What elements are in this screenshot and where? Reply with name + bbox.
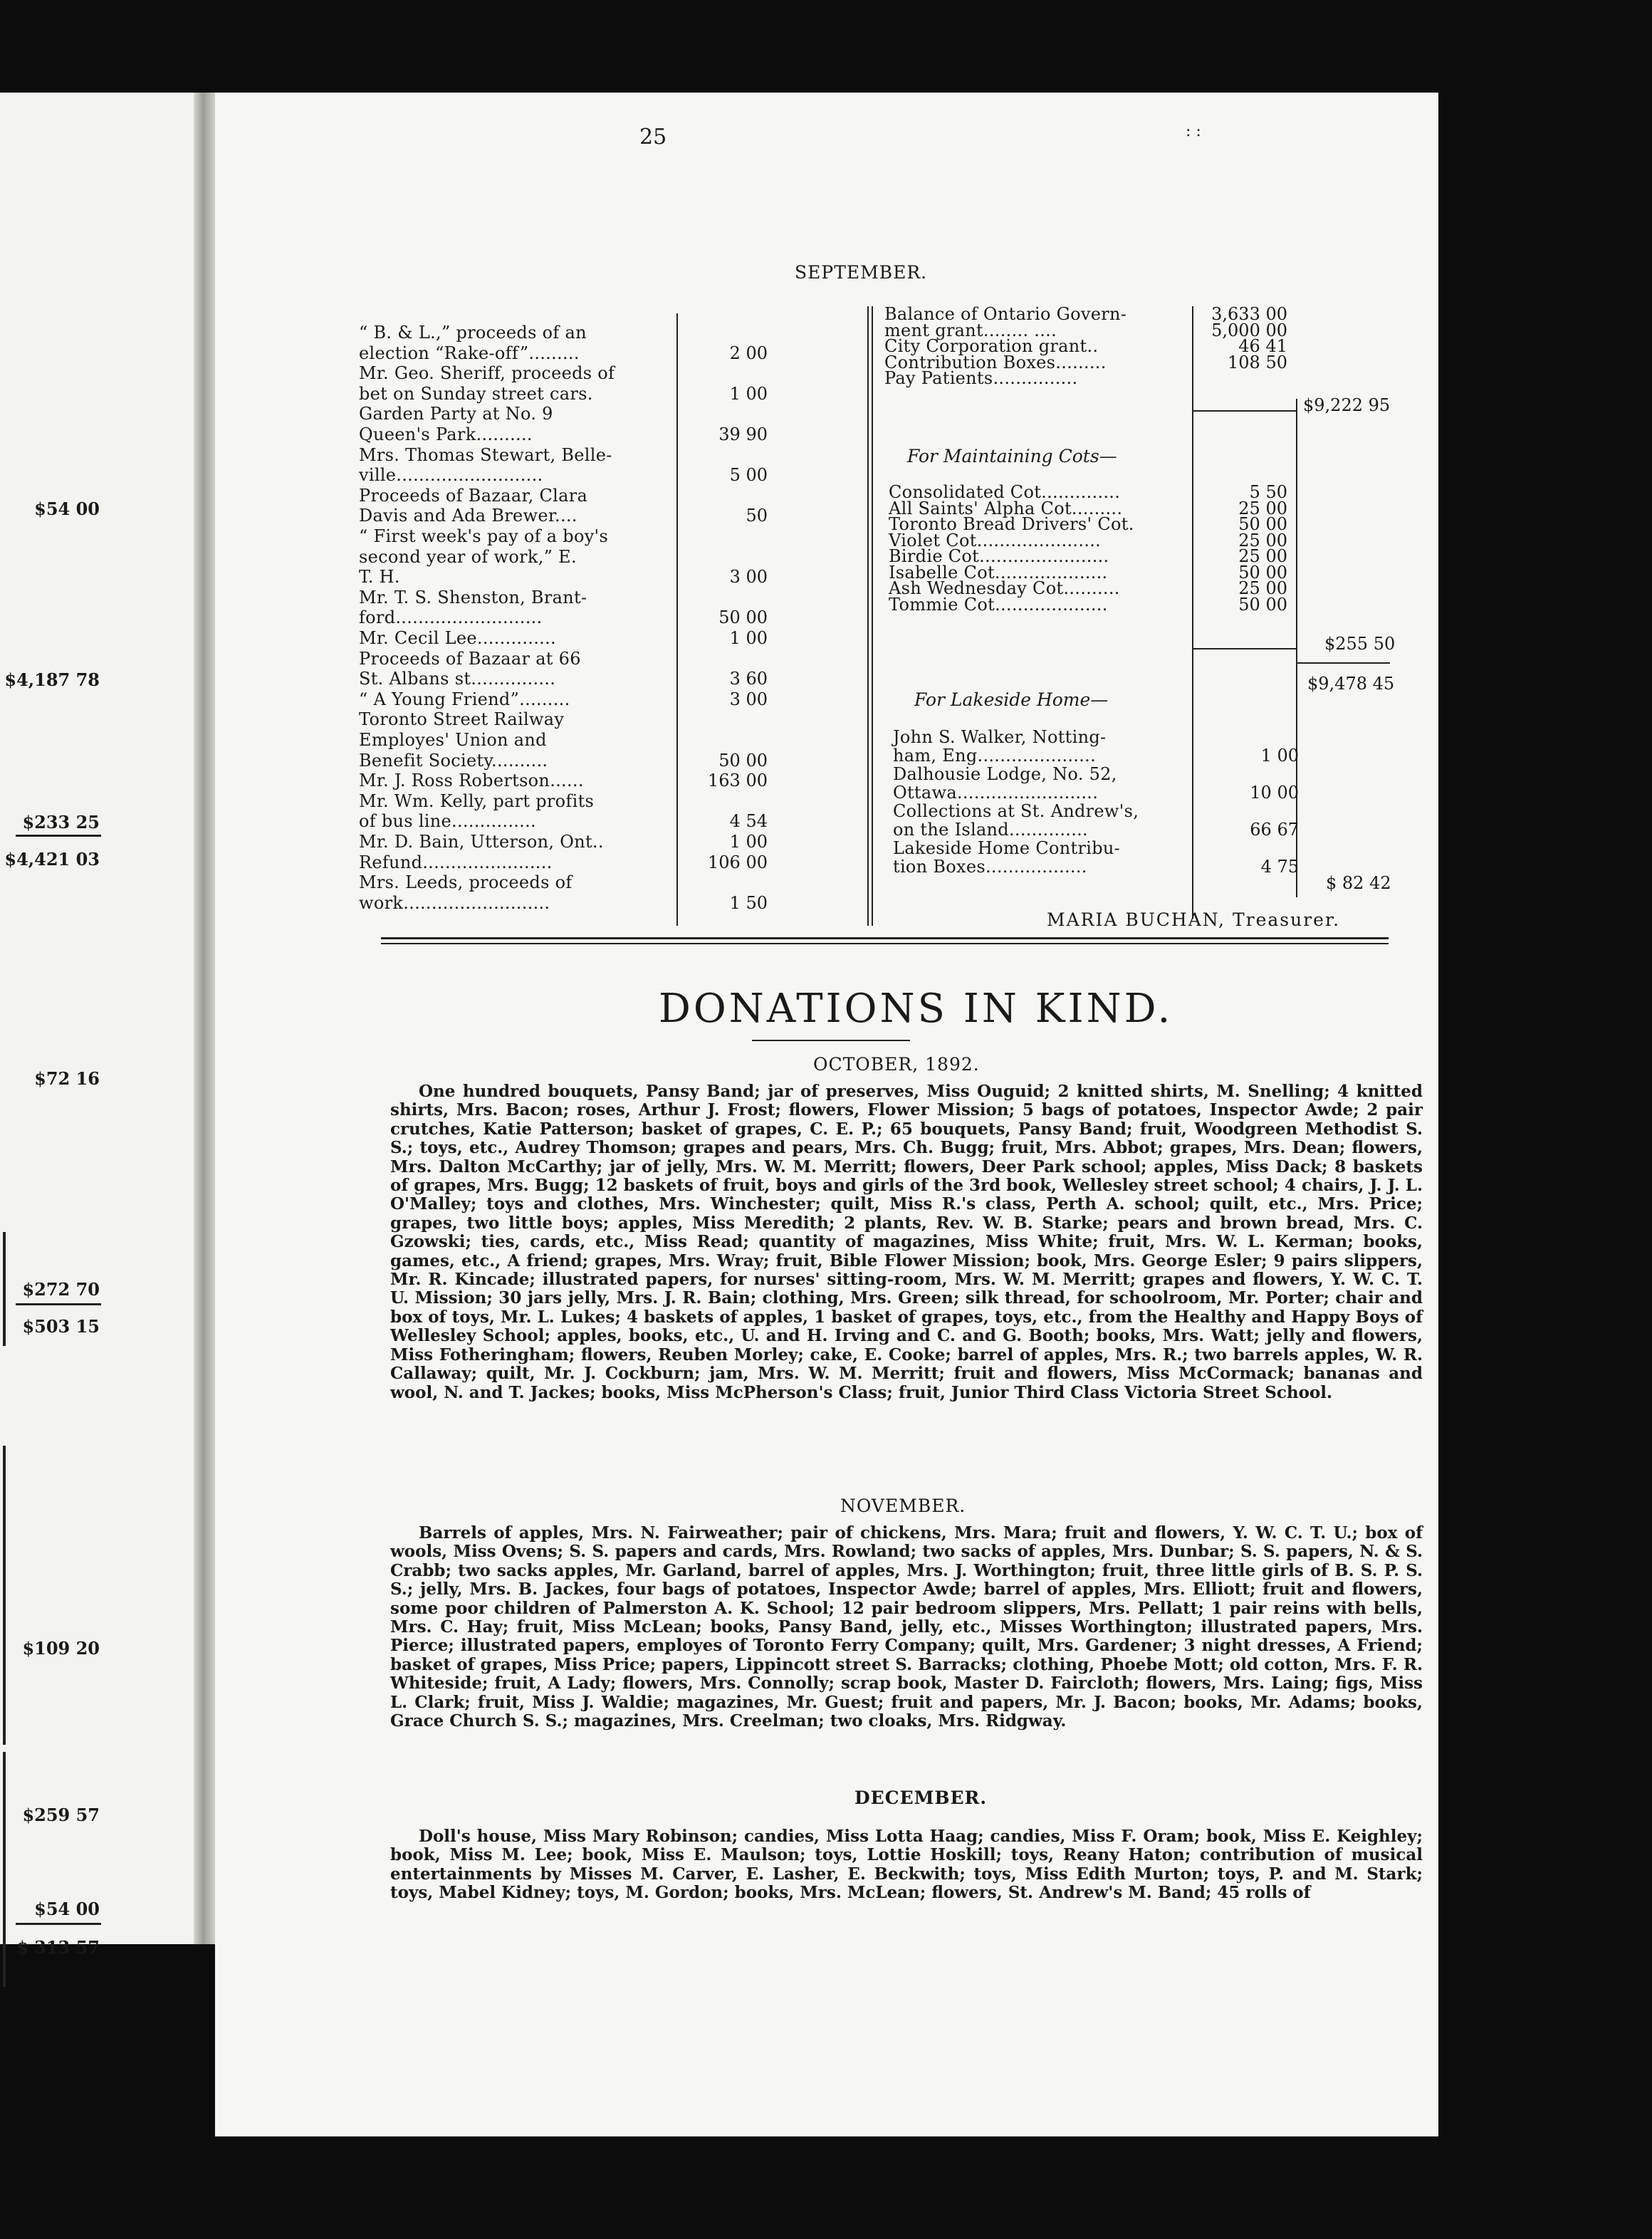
ledger-amount: 2 00 — [729, 343, 768, 363]
ledger-label: Dalhousie Lodge, No. 52, — [893, 764, 1117, 784]
total-rule — [1193, 648, 1296, 649]
left-rule — [16, 835, 101, 837]
ledger-label: Contribution Boxes......... — [884, 352, 1107, 372]
ledger-amount: 50 00 — [1238, 514, 1287, 534]
ledger-amount: 10 00 — [1250, 783, 1299, 803]
ledger-label: on the Island.............. — [893, 820, 1088, 840]
ledger-label: Proceeds of Bazaar at 66 — [359, 648, 581, 669]
donations-paragraph: Barrels of apples, Mrs. N. Fairweather; pair of chickens, Mrs. Mara; fruit and flowers, Y. W. C. T. U.; box of wools, Miss Ovens; S. S. papers and cards, Mrs. Rowland; two sacks of apples, Mrs. Dunbar; S. S. papers, N. & S. Crabb; two sacks apples, Mr. Garland, barrel of apples, Mrs. J. Worthington; fruit, three little girls of B. S. P. S. S.; jelly, Mrs. B. Jackes, four bags of potatoes, Inspector Awde; barrel of apples, Mrs. Elliott; fruit and flowers, some poor children of Palmerston A. K. School; 12 pair bedroom slippers, Mrs. Pellatt; 1 pair reins with bells, Mrs. C. Hay; fruit, Miss McLean; books, Pansy Band, jelly, etc., Misses Worthington; illustrated papers, Mrs. Pierce; illustrated papers, employes of Toronto Ferry Company; quilt, Mrs. Gardener; 3 night dresses, A Friend; basket of grapes, Miss Price; papers, Lippincott street S. Barracks; clothing, Phoebe Mott; old cotton, Mrs. F. R. Whiteside; fruit, A Lady; flowers, Mrs. Connolly; scrap book, Master D. Faircloth; flowers, Mrs. Laing; figs, Miss L. Clark; fruit, Miss J. Waldie; magazines, Mr. Guest; fruit and papers, Mr. J. Bacon; books, Mr. Adams; books, Grace Church S. S.; magazines, Mrs. Creelman; two cloaks, Mrs. Ridgway. — [390, 1523, 1423, 1731]
total-rule — [1193, 410, 1296, 412]
ledger-label: Mrs. Thomas Stewart, Belle- — [359, 444, 612, 465]
ledger-amount: 25 00 — [1238, 530, 1287, 550]
left-amount: $259 57 — [22, 1805, 100, 1825]
ledger-label: second year of work,” E. — [359, 546, 577, 567]
left-bracket — [3, 1752, 6, 1987]
left-amount: $503 15 — [22, 1316, 100, 1337]
ledger-amount: 50 00 — [1238, 594, 1287, 615]
ledger-label: Collections at St. Andrew's, — [893, 801, 1139, 821]
ledger-amount: 5 00 — [729, 465, 768, 486]
ledger-label: Queen's Park.......... — [359, 424, 533, 444]
donations-paragraph: Doll's house, Miss Mary Robinson; candies, Miss Lotta Haag; candies, Miss F. Oram; book, Miss E. Keighley; book, Miss M. Lee; book, Miss E. Maulson; toys, Lottie Hoskill; toys, Reany Haton; contribution of musical entertainments by Misses M. Carver, E. Lasher, E. Beckwith; toys, Miss Edith Murton; toys, P. and M. Stark; toys, Mabel Kidney; toys, M. Gordon; books, Mrs. McLean; flowers, St. Andrew's M. Band; 45 rolls of — [390, 1827, 1423, 1903]
left-amount: $4,187 78 — [4, 669, 100, 690]
ledger-label: ford.......................... — [359, 607, 543, 628]
ledger-amount: 3 00 — [729, 567, 768, 588]
ledger-label: ham, Eng..................... — [893, 746, 1097, 766]
ledger-amount: 50 — [746, 506, 768, 526]
treasurer-signature: MARIA BUCHAN, Treasurer. — [1047, 909, 1341, 930]
donations-title: DONATIONS IN KIND. — [659, 986, 1173, 1032]
left-bracket — [3, 1446, 6, 1745]
ledger-rule — [872, 306, 873, 926]
ledger-label: Toronto Bread Drivers' Cot. — [889, 514, 1134, 534]
ledger-label: Garden Party at No. 9 — [359, 404, 553, 424]
ledger-amount: 5 50 — [1249, 482, 1287, 502]
ledger-amount: 3 00 — [729, 689, 768, 709]
total-amount: $9,478 45 — [1307, 674, 1395, 694]
ledger-amount: 25 00 — [1238, 546, 1287, 566]
ledger-label: tion Boxes.................. — [893, 857, 1087, 877]
left-amount: $ 313 57 — [16, 1937, 100, 1958]
ledger-rule — [1192, 306, 1193, 919]
ledger-label: Proceeds of Bazaar, Clara — [359, 485, 588, 506]
ledger-amount: 46 41 — [1238, 336, 1287, 356]
ledger-rule — [867, 306, 869, 926]
ledger-label: Balance of Ontario Govern- — [884, 304, 1127, 324]
section-rule — [381, 943, 1389, 944]
ledger-amount: 108 50 — [1228, 352, 1287, 372]
ledger-label: City Corporation grant.. — [884, 336, 1099, 356]
ledger-amount: 5,000 00 — [1211, 320, 1287, 340]
ledger-amount: 50 00 — [718, 750, 768, 771]
page-mark: : : — [1186, 122, 1201, 140]
ledger-rule — [676, 313, 678, 926]
left-amount: $72 16 — [34, 1068, 100, 1089]
ledger-label: Refund....................... — [359, 852, 553, 872]
scan-border — [1438, 0, 1652, 2239]
ledger-amount: 1 50 — [729, 892, 768, 913]
september-heading: SEPTEMBER. — [795, 262, 928, 283]
ledger-label: Ottawa......................... — [893, 783, 1099, 803]
ledger-amount: 163 00 — [708, 771, 768, 791]
ledger-label: “ B. & L.,” proceeds of an — [359, 323, 587, 343]
left-amount: $4,421 03 — [4, 849, 100, 870]
ledger-label: Isabelle Cot.................... — [889, 562, 1108, 583]
title-rule — [752, 1040, 910, 1041]
ledger-amount: 4 75 — [1260, 857, 1299, 877]
ledger-label: Lakeside Home Contribu- — [893, 838, 1121, 858]
ledger-amount: 25 00 — [1238, 578, 1287, 598]
ledger-label: Mrs. Leeds, proceeds of — [359, 872, 573, 893]
left-rule — [16, 1303, 101, 1305]
ledger-label: election “Rake-off”......... — [359, 343, 580, 363]
ledger-label: “ First week's pay of a boy's — [359, 526, 609, 546]
ledger-label: “ A Young Friend”......... — [359, 689, 570, 709]
ledger-label: Mr. T. S. Shenston, Brant- — [359, 587, 587, 607]
ledger-label: bet on Sunday street cars. — [359, 383, 593, 404]
ledger-label: Mr. Cecil Lee.............. — [359, 628, 556, 648]
total-amount: $ 82 42 — [1326, 873, 1391, 893]
ledger-label: T. H. — [359, 567, 400, 588]
ledger-label: Toronto Street Railway — [359, 709, 565, 730]
section-heading: DECEMBER. — [854, 1787, 988, 1808]
donations-paragraph: One hundred bouquets, Pansy Band; jar of preserves, Miss Ouguid; 2 knitted shirts, M. Snelling; 4 knitted shirts, Mrs. Bacon; roses, Arthur J. Frost; flowers, Flower Mission; 5 bags of potatoes, Inspector Awde; 2 pair crutches, Katie Patterson; basket of grapes, C. E. P.; 65 bouquets, Pansy Band; fruit, Woodgreen Methodist S. S.; toys, etc., Audrey Thomson; grapes and pears, Mrs. Ch. Bugg; fruit, Mrs. Abbot; grapes, Mrs. Dean; flowers, Mrs. Dalton McCarthy; jar of jelly, Mrs. W. M. Merritt; flowers, Deer Park school; apples, Miss Dack; 8 baskets of grapes, Mrs. Bugg; 12 baskets of fruit, boys and girls of the 3rd book, Wellesley street school; 4 chairs, J. J. L. O'Malley; toys and clothes, Mrs. Winchester; quilt, Miss R.'s class, Perth A. school; quilt, etc., Mrs. Price; grapes, two little boys; apples, Miss Meredith; 2 plants, Rev. W. B. Starke; pears and brown bread, Mrs. C. Gzowski; ties, cards, etc., Miss Read; quantity of magazines, Miss White; fruit, Mrs. W. L. Kerman; books, games, etc., A friend; grapes, Mrs. Wray; fruit, Bible Flower Mission; book, Mrs. George Esler; 9 pairs slippers, Mr. R. Kincade; illustrated papers, for nurses' sitting-room, Mrs. W. M. Merritt; grapes and flowers, Y. W. C. T. U. Mission; 30 jars jelly, Mrs. J. R. Bain; clothing, Mrs. Green; silk thread, for schoolroom, Mr. Porter; chair and box of toys, Mr. L. Lukes; 4 baskets of apples, 1 basket of grapes, toys, etc., from the Healthy and Happy Boys of Wellesley School; apples, books, etc., U. and H. Irving and C. and G. Booth; books, Mrs. Watt; jelly and flowers, Miss Fotheringham; flowers, Reuben Morley; cake, E. Cooke; barrel of apples, Mrs. R.; two barrels apples, W. R. Callaway; quilt, Mr. J. Cockburn; jam, Mrs. W. M. Merritt; fruit and flowers, Miss McCormack; bananas and wool, N. and T. Jackes; books, Miss McPherson's Class; fruit, Junior Third Class Victoria Street School. — [390, 1082, 1423, 1402]
total-amount: $255 50 — [1324, 634, 1396, 654]
left-page-fragment — [0, 93, 194, 1958]
ledger-amount: 50 00 — [718, 607, 768, 628]
total-rule — [1297, 662, 1390, 664]
left-amount: $109 20 — [22, 1638, 100, 1659]
ledger-amount: 66 67 — [1250, 820, 1299, 840]
ledger-amount: 1 00 — [729, 832, 768, 852]
ledger-label: Mr. Wm. Kelly, part profits — [359, 790, 595, 811]
ledger-amount: 25 00 — [1238, 498, 1287, 518]
ledger-label: work.......................... — [359, 892, 550, 913]
ledger-label: of bus line............... — [359, 811, 536, 832]
left-amount: $54 00 — [34, 499, 100, 519]
ledger-label: Mr. Geo. Sheriff, proceeds of — [359, 363, 615, 384]
ledger-label: Consolidated Cot.............. — [889, 482, 1121, 502]
ledger-label: Violet Cot...................... — [889, 530, 1102, 550]
lakeside-heading: For Lakeside Home— — [914, 689, 1109, 710]
ledger-label: Benefit Society.......... — [359, 750, 548, 771]
left-amount: $272 70 — [22, 1279, 100, 1300]
left-amount: $54 00 — [34, 1899, 100, 1919]
ledger-label: Birdie Cot....................... — [889, 546, 1109, 566]
section-rule — [381, 937, 1389, 939]
ledger-label: Mr. D. Bain, Utterson, Ont.. — [359, 832, 604, 852]
ledger-label: John S. Walker, Notting- — [893, 727, 1107, 747]
ledger-label: St. Albans st............... — [359, 669, 556, 689]
ledger-label: ville.......................... — [359, 465, 543, 486]
ledger-amount: 1 00 — [729, 383, 768, 404]
section-heading: OCTOBER, 1892. — [813, 1054, 980, 1075]
ledger-amount: 3 60 — [729, 669, 768, 689]
ledger-label: Employes' Union and — [359, 730, 547, 750]
ledger-amount: 3,633 00 — [1211, 304, 1287, 324]
left-bracket — [3, 1232, 6, 1346]
ledger-label: Mr. J. Ross Robertson...... — [359, 771, 584, 791]
ledger-amount: 1 00 — [1260, 746, 1299, 766]
section-heading: NOVEMBER. — [840, 1496, 966, 1516]
page-number: 25 — [639, 125, 667, 150]
ledger-label: Pay Patients............... — [884, 368, 1078, 388]
ledger-label: Tommie Cot.................... — [889, 594, 1108, 615]
ledger-amount: 50 00 — [1238, 562, 1287, 583]
cots-heading: For Maintaining Cots— — [907, 446, 1117, 466]
ledger-amount: 106 00 — [708, 852, 768, 872]
left-amount: $233 25 — [22, 812, 100, 833]
ledger-label: ment grant........ .... — [884, 320, 1057, 340]
ledger-amount: 4 54 — [729, 811, 768, 832]
ledger-label: All Saints' Alpha Cot......... — [889, 498, 1123, 518]
ledger-amount: 1 00 — [729, 628, 768, 648]
ledger-label: Davis and Ada Brewer.... — [359, 506, 577, 526]
left-rule — [16, 1923, 101, 1925]
ledger-amount: 39 90 — [718, 424, 768, 444]
book-spine — [194, 93, 215, 1944]
ledger-label: Ash Wednesday Cot.......... — [889, 578, 1120, 598]
total-amount: $9,222 95 — [1303, 395, 1391, 415]
